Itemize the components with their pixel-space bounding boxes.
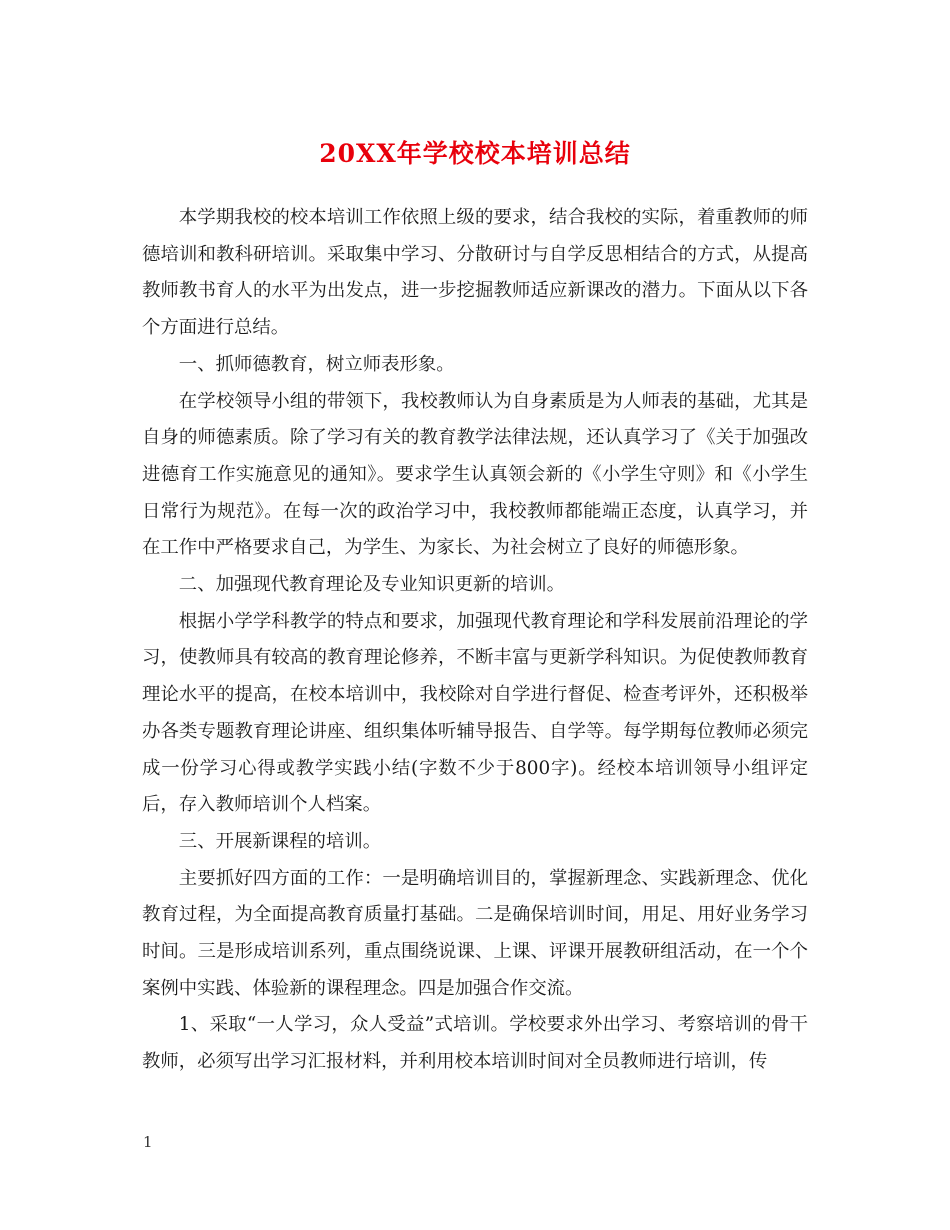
paragraph-section-1: 在学校领导小组的带领下，我校教师认为自身素质是为人师表的基础，尤其是自身的师德素质。除了学习有关的教育教学法律法规，还认真学习了《关于加强改进德育工作实施意见的通知》。要求学生认真领会新的《小学生守则》和《小学生日常行为规范》。在每一次的政治学习中，我校教师都能端正态度，认真学习，并在工作中严格要求自己，为学生、为家长、为社会树立了良好的师德形象。	[142, 390, 808, 559]
page-number: 1	[143, 1133, 153, 1151]
section-heading-3: 三、开展新课程的培训。	[178, 830, 382, 852]
document-body	[142, 200, 808, 1081]
section-heading-2: 二、加强现代教育理论及专业知识更新的培训。	[178, 574, 566, 596]
section-heading-1: 一、抓师德教育，树立师表形象。	[178, 353, 455, 375]
paragraph-intro: 本学期我校的校本培训工作依照上级的要求，结合我校的实际，着重教师的师德培训和教科研培训。采取集中学习、分散研讨与自学反思相结合的方式，从提高教师教书育人的水平为出发点，进一步挖掘教师适应新课改的潜力。下面从以下各个方面进行总结。	[142, 207, 808, 339]
document-title: 20XX年学校校本培训总结	[319, 139, 631, 168]
paragraph-item-1: 1、采取“一人学习，众人受益”式培训。学校要求外出学习、考察培训的骨干教师，必须写出学习汇报材料，并利用校本培训时间对全员教师进行培训，传	[142, 1014, 808, 1073]
paragraph-section-3: 主要抓好四方面的工作：一是明确培训目的，掌握新理念、实践新理念、优化教育过程，为全面提高教育质量打基础。二是确保培训时间，用足、用好业务学习时间。三是形成培训系列，重点围绕说课、上课、评课开展教研组活动，在一个个案例中实践、体验新的课程理念。四是加强合作交流。	[142, 867, 808, 999]
paragraph-section-2: 根据小学学科教学的特点和要求，加强现代教育理论和学科发展前沿理论的学习，使教师具有较高的教育理论修养，不断丰富与更新学科知识。为促使教师教育理论水平的提高，在校本培训中，我校除对自学进行督促、检查考评外，还积极举办各类专题教育理论讲座、组织集体听辅导报告、自学等。每学期每位教师必须完成一份学习心得或教学实践小结(字数不少于800字)。经校本培训领导小组评定后，存入教师培训个人档案。	[142, 610, 808, 816]
